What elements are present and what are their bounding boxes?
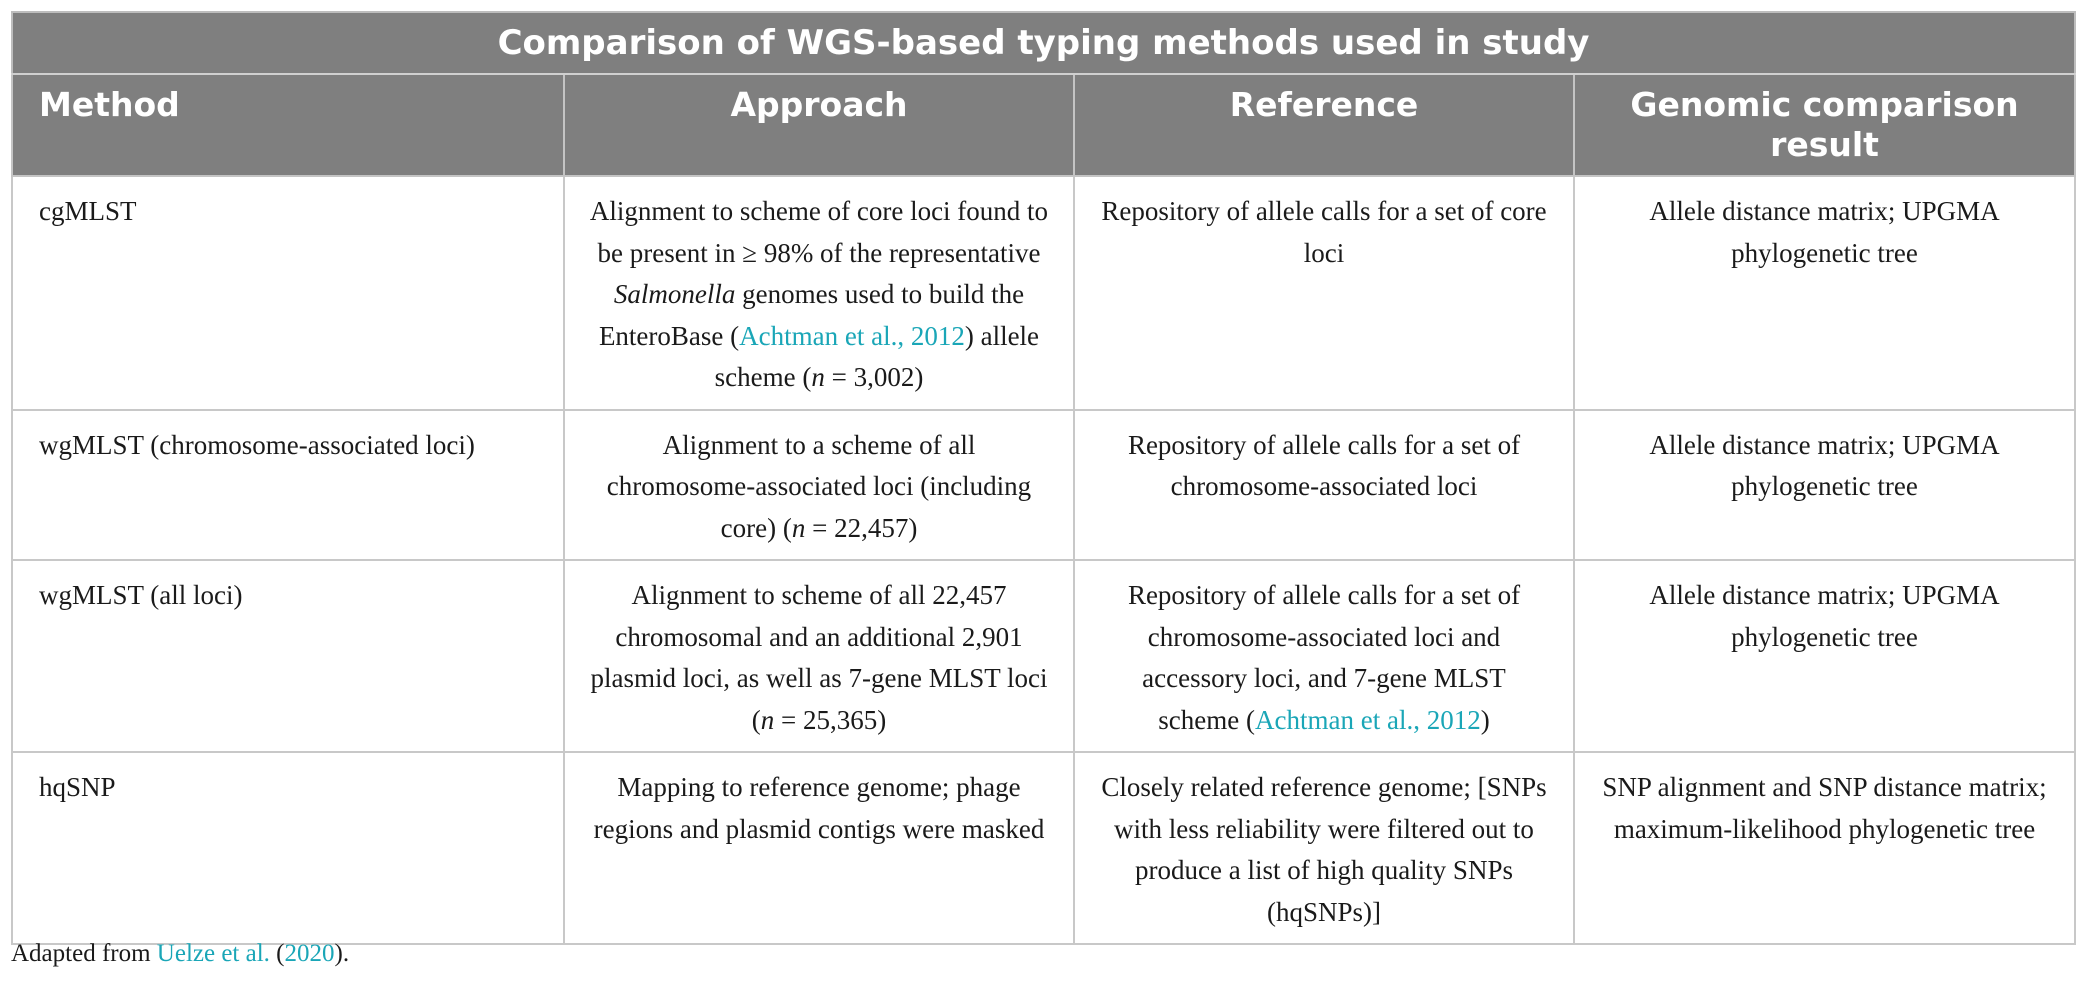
header-reference: Reference — [1074, 74, 1574, 176]
comparison-table — [11, 11, 2076, 945]
table-title-row — [12, 12, 2075, 74]
result-cell: SNP alignment and SNP distance matrix; maximum-likelihood phylogenetic tree — [1574, 752, 2075, 944]
n-symbol: n — [791, 512, 806, 543]
footnote-year-link[interactable]: 2020 — [284, 940, 335, 967]
result-cell: Allele distance matrix; UPGMA phylogenetic tree — [1574, 410, 2075, 561]
n-symbol: n — [760, 704, 775, 735]
citation-link[interactable]: Achtman et al., 2012 — [739, 320, 965, 351]
reference-text: Repository of allele calls for a set of chromosome-associated loci — [1127, 429, 1521, 501]
footnote-author-link[interactable]: Uelze et al. — [156, 940, 270, 967]
approach-text: Alignment to a scheme of all chromosome-associated loci (including core) ( — [606, 429, 1032, 543]
table-footnote — [11, 940, 349, 968]
result-cell: Allele distance matrix; UPGMA phylogenetic tree — [1574, 560, 2075, 752]
table-row — [12, 752, 2075, 944]
method-cell: cgMLST — [12, 176, 564, 410]
n-symbol: n — [811, 362, 825, 392]
reference-cell — [1074, 176, 1574, 410]
approach-text: = 25,365) — [774, 704, 887, 735]
method-cell: wgMLST (chromosome-associated loci) — [12, 410, 564, 561]
approach-text: = 22,457) — [805, 512, 918, 543]
approach-text: Alignment to scheme of core loci found to be present in ≥ 98% of the representative — [589, 196, 1049, 268]
header-genomic-comparison-result: Genomic comparison result — [1574, 74, 2075, 176]
approach-text: ) allele scheme ( — [714, 320, 1040, 392]
table-row — [12, 410, 2075, 561]
footnote-text: ( — [269, 940, 285, 967]
approach-text: Mapping to reference genome; phage regions and plasmid contigs were masked — [593, 772, 1045, 844]
reference-cell — [1074, 410, 1574, 561]
approach-cell — [564, 560, 1074, 752]
approach-text: = 3,002) — [824, 362, 924, 392]
approach-italic-term: Salmonella — [613, 279, 736, 309]
table-header-row — [12, 74, 2075, 176]
header-approach: Approach — [564, 74, 1074, 176]
method-cell: wgMLST (all loci) — [12, 560, 564, 752]
method-cell: hqSNP — [12, 752, 564, 944]
approach-text: Alignment to scheme of all 22,457 chromosomal and an additional 2,901 plasmid loci, as well as 7-gene MLST loci ( — [590, 580, 1048, 735]
reference-text: ) — [1480, 704, 1490, 735]
footnote-text: Adapted from — [11, 940, 157, 967]
footnote-text: ). — [334, 940, 350, 967]
reference-cell — [1074, 560, 1574, 752]
reference-text: Closely related reference genome; [SNPs with less reliability were filtered out to produce a list of high quality SNPs (hqSNPs)] — [1101, 772, 1547, 927]
approach-cell — [564, 176, 1074, 410]
approach-cell — [564, 752, 1074, 944]
header-method: Method — [12, 74, 564, 176]
reference-cell — [1074, 752, 1574, 944]
table-title: Comparison of WGS-based typing methods used in study — [12, 12, 2075, 74]
citation-link[interactable]: Achtman et al., 2012 — [1255, 704, 1481, 735]
approach-cell — [564, 410, 1074, 561]
result-cell: Allele distance matrix; UPGMA phylogenetic tree — [1574, 176, 2075, 410]
table-row — [12, 560, 2075, 752]
table-row — [12, 176, 2075, 410]
comparison-table-container — [11, 11, 2074, 945]
reference-text: Repository of allele calls for a set of core loci — [1101, 196, 1547, 268]
reference-text: Repository of allele calls for a set of chromosome-associated loci and accessory loci, and 7-gene MLST scheme ( — [1127, 580, 1521, 735]
approach-text: genomes used to build the EnteroBase ( — [598, 279, 1025, 351]
